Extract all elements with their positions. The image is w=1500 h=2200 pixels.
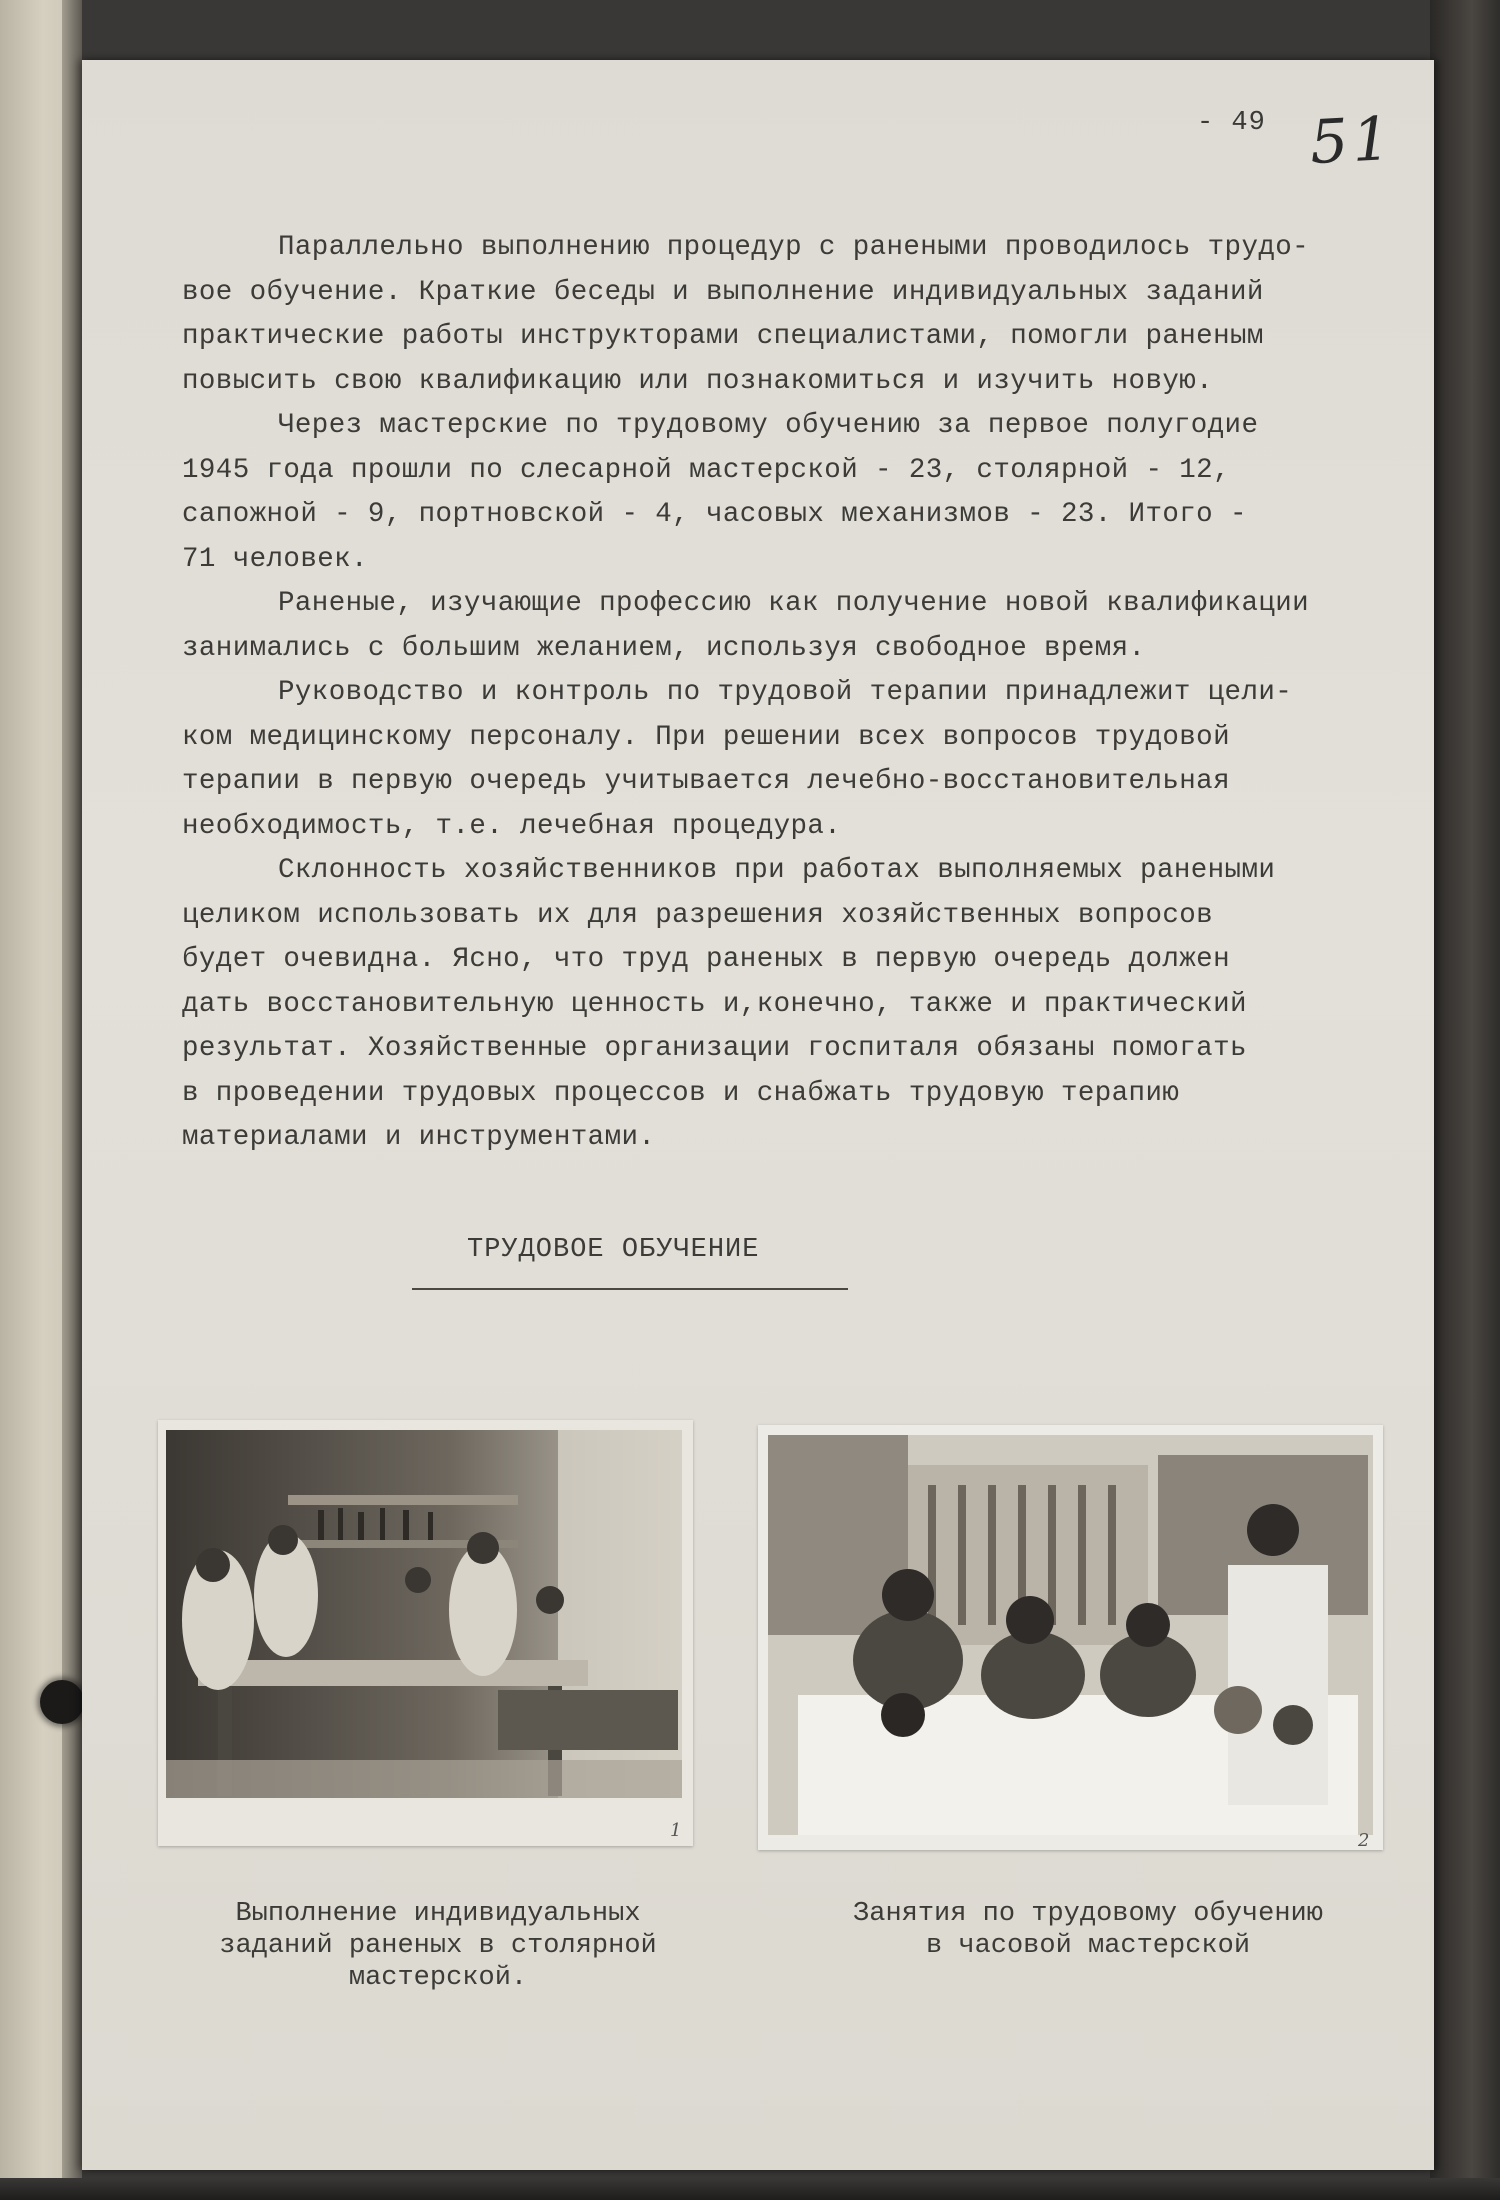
paragraph-3 xyxy=(182,582,1432,671)
text-line: повысить свою квалификацию или познакомиться и изучить новую. xyxy=(182,365,1214,397)
text-line: результат. Хозяйственные организации госпиталя обязаны помогать xyxy=(182,1033,1247,1064)
text-line: Руководство и контроль по трудовой терапии принадлежит цели- xyxy=(278,677,1293,708)
watch-workshop-image xyxy=(758,1425,1383,1850)
caption-line: заданий раненых в столярной xyxy=(219,1931,657,1961)
text-line: Склонность хозяйственников при работах выполняемых ранеными xyxy=(278,855,1276,886)
document-page xyxy=(82,60,1434,2170)
page-number: - 49 xyxy=(1197,108,1266,138)
carpentry-workshop-image xyxy=(158,1420,693,1846)
text-line: занимались с большим желанием, используя свободное время. xyxy=(182,632,1146,664)
text-line: будет очевидна. Ясно, что труд раненых в первую очередь должен xyxy=(182,944,1230,975)
text-line: 1945 года прошли по слесарной мастерской - 23, столярной - 12, xyxy=(182,454,1230,486)
text-line: ком медицинскому персоналу. При решении всех вопросов трудовой xyxy=(182,721,1230,753)
left-page-edge xyxy=(62,0,82,2200)
text-line: практические работы инструкторами специалистами, помогли раненым xyxy=(182,321,1264,352)
text-line: целиком использовать их для разрешения хозяйственных вопросов xyxy=(182,899,1214,931)
bottom-edge xyxy=(0,2178,1500,2200)
text-line: дать восстановительную ценность и,конечно, также и практический xyxy=(182,988,1247,1020)
paragraph-4 xyxy=(182,671,1432,849)
caption-line: Выполнение индивидуальных xyxy=(235,1899,641,1929)
caption-line: в часовой мастерской xyxy=(925,1931,1251,1961)
body-text xyxy=(182,226,1432,1161)
text-line: 71 человек. xyxy=(182,543,368,575)
text-line: Раненые, изучающие профессию как получение новой квалификации xyxy=(278,588,1310,619)
photo-carpentry-workshop xyxy=(158,1420,693,1846)
photo-caption-1 xyxy=(178,1898,698,1994)
bleed-through-text xyxy=(0,880,40,904)
text-line: материалами и инструментами. xyxy=(182,1122,656,1153)
folder-board xyxy=(1430,0,1500,2200)
paragraph-1 xyxy=(182,226,1432,404)
text-line: Параллельно выполнению процедур с ранеными проводилось трудо- xyxy=(278,232,1310,263)
text-line: терапии в первую очередь учитывается лечебно-восстановительная xyxy=(182,766,1230,797)
text-line: сапожной - 9, портновской - 4, часовых механизмов - 23. Итого - xyxy=(182,499,1247,530)
heading-underline xyxy=(412,1288,848,1290)
caption-line: Занятия по трудовому обучению xyxy=(853,1899,1323,1929)
paragraph-5 xyxy=(182,849,1432,1161)
text-line: в проведении трудовых процессов и снабжать трудовую терапию xyxy=(182,1077,1180,1109)
text-line: Через мастерские по трудовому обучению за первое полугодие xyxy=(278,410,1259,441)
archive-folio-number: 51 xyxy=(1308,103,1397,179)
photo-watch-workshop xyxy=(758,1425,1383,1850)
paragraph-2 xyxy=(182,404,1432,582)
section-heading: ТРУДОВОЕ ОБУЧЕНИЕ xyxy=(467,1235,760,1265)
photo-caption-2 xyxy=(788,1898,1388,1962)
photo-index-mark: 2 xyxy=(1358,1830,1370,1851)
text-line: вое обучение. Краткие беседы и выполнение индивидуальных заданий xyxy=(182,276,1264,308)
photo-index-mark: 1 xyxy=(670,1820,682,1841)
text-line: необходимость, т.е. лечебная процедура. xyxy=(182,810,842,842)
binder-punch-hole xyxy=(40,1680,84,1724)
caption-line: мастерской. xyxy=(348,1963,528,1993)
